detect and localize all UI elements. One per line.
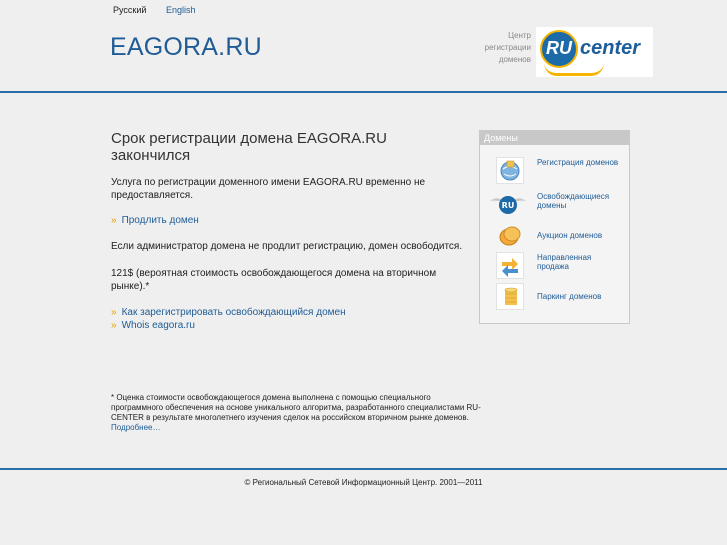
howto-link-row	[111, 306, 346, 319]
bullet-icon: »	[111, 307, 117, 318]
sidebar-item-label: Регистрация доменов	[537, 158, 619, 167]
ru-wings-icon	[488, 191, 528, 218]
footer-divider	[0, 468, 727, 470]
footnote-text: * Оценка стоимости освобождающегося домена выполнена с помощью специального программного обеспечения на основе уникального алгоритма, разработанного специалистами RU-CENTER в результате многолетнего изучения сделок на российском вторичном рынке доменов.	[111, 393, 481, 422]
header-divider	[0, 91, 727, 93]
rucenter-logo[interactable]	[536, 27, 653, 77]
sidebar-title: Домены	[480, 131, 629, 145]
site-title: EAGORA.RU	[110, 33, 262, 61]
page-heading: Срок регистрации домена EAGORA.RU закончился	[111, 130, 387, 164]
copyright: © Региональный Сетевой Информационный Центр. 2001—2011	[244, 478, 483, 487]
renew-domain-link[interactable]: Продлить домен	[121, 215, 199, 226]
howto-register-link[interactable]: Как зарегистрировать освобождающийся домен	[121, 307, 346, 318]
logo-center-text: center	[580, 37, 641, 59]
release-notice: Если администратор домена не продлит регистрацию, домен освободится.	[111, 241, 463, 252]
sidebar-item-expiring[interactable]	[480, 190, 629, 220]
whois-link[interactable]: Whois eagora.ru	[121, 320, 195, 331]
sidebar-item-label: Аукцион доменов	[537, 231, 603, 240]
sidebar-item-auction[interactable]	[480, 221, 629, 251]
whois-link-row	[111, 319, 195, 332]
coin-stack-icon	[496, 283, 524, 310]
globe-icon	[496, 157, 524, 184]
sidebar-item-direct-sale[interactable]	[480, 251, 629, 281]
sidebar-item-label: Направленная продажа	[537, 253, 592, 271]
sidebar-item-label: Освобождающиеся домены	[537, 192, 610, 210]
lang-english-link[interactable]: English	[166, 5, 196, 15]
svg-text:RU: RU	[501, 201, 515, 210]
more-link[interactable]: Подробнее…	[111, 423, 161, 432]
sidebar-item-parking[interactable]	[480, 282, 629, 312]
coins-icon	[496, 222, 524, 249]
bullet-icon: »	[111, 215, 117, 226]
logo-swoosh	[544, 63, 604, 76]
bullet-icon: »	[111, 320, 117, 331]
lang-russian: Русский	[113, 5, 147, 15]
domains-sidebar	[479, 130, 630, 324]
sidebar-item-registration[interactable]	[480, 156, 629, 186]
logo-ru-text: RU	[546, 38, 572, 58]
sidebar-item-label: Паркинг доменов	[537, 292, 602, 301]
rucenter-caption: Центр регистрации доменов	[484, 31, 531, 64]
footnote	[111, 393, 483, 433]
arrows-icon	[496, 252, 524, 279]
renew-link-row	[111, 214, 199, 227]
price-estimate: 121$ (вероятная стоимость освобождающегося домена на вторичном рынке).*	[111, 268, 437, 292]
service-notice: Услуга по регистрации доменного имени EAGORA.RU временно не предоставляется.	[111, 177, 426, 201]
